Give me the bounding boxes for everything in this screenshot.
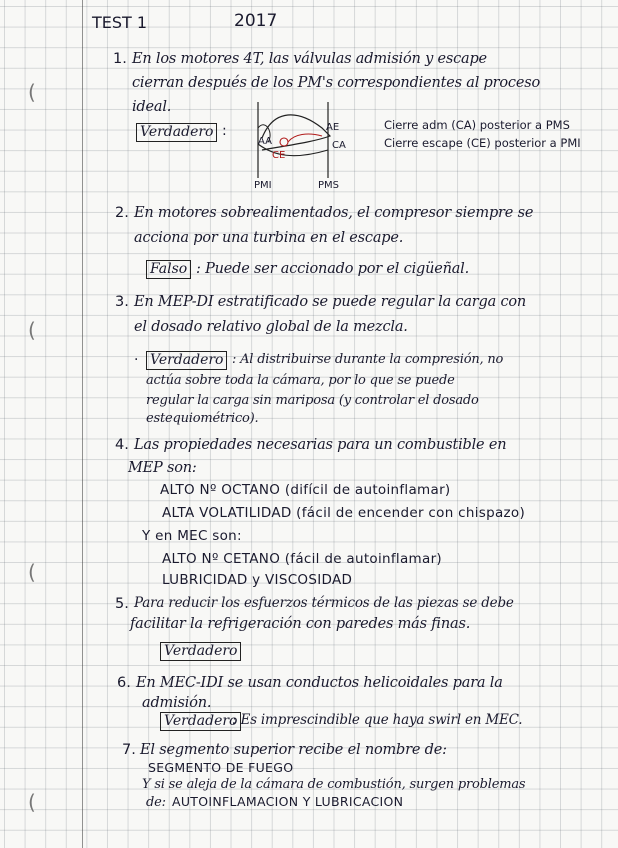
question-text: Las propiedades necesarias para un combustible en <box>134 437 507 453</box>
ring-hole: ( <box>28 560 36 584</box>
test-title: TEST 1 <box>92 13 148 32</box>
question-text: cierran después de los PM's correspondientes al proceso <box>132 75 540 91</box>
margin-line <box>82 0 83 848</box>
colon: : <box>222 123 227 139</box>
answer-note: : Puede ser accionado por el cigüeñal. <box>196 261 470 277</box>
question-text: En MEP-DI estratificado se puede regular la carga con <box>134 294 527 310</box>
ring-hole: ( <box>28 80 36 104</box>
question-text: En MEC-IDI se usan conductos helicoidales para la <box>136 675 503 691</box>
question-number: 7. <box>122 742 136 758</box>
question-number: 4. <box>115 437 129 453</box>
question-text: MEP son: <box>128 460 197 476</box>
ring-hole: ( <box>28 318 36 342</box>
question-number: 5. <box>115 596 129 612</box>
answer-box: Verdadero <box>146 351 227 370</box>
question-number: 3. <box>115 294 129 310</box>
question-number: 2. <box>115 205 129 221</box>
property-item: ALTO Nº OCTANO (difícil de autoinflamar) <box>160 482 451 498</box>
label-ae: AE <box>326 122 340 133</box>
label-ca: CA <box>332 140 346 151</box>
answer-note: actúa sobre toda la cámara, por lo que se puede <box>146 373 455 388</box>
ring-hole: ( <box>28 790 36 814</box>
label-ce: CE <box>272 150 286 161</box>
question-text: admisión. <box>142 695 212 711</box>
answer-text: AUTOINFLAMACION Y LUBRICACION <box>172 794 404 809</box>
answer-prefix: de: <box>146 795 166 810</box>
answer-box: Verdadero <box>160 642 241 661</box>
valve-timing-diagram <box>244 98 364 194</box>
question-number: 6. <box>117 675 131 691</box>
question-text: acciona por una turbina en el escape. <box>134 230 404 246</box>
property-item: LUBRICIDAD y VISCOSIDAD <box>162 572 353 588</box>
diagram-note: Cierre adm (CA) posterior a PMS <box>384 118 570 132</box>
diagram-note: Cierre escape (CE) posterior a PMI <box>384 136 581 150</box>
property-intro: Y en MEC son: <box>142 528 242 544</box>
label-pmi: PMI <box>254 180 272 191</box>
answer-text: Y si se aleja de la cámara de combustión, surgen problemas <box>142 777 526 792</box>
question-text: Para reducir los esfuerzos térmicos de las piezas se debe <box>134 595 514 611</box>
question-text: En motores sobrealimentados, el compresor siempre se <box>134 205 534 221</box>
label-pms: PMS <box>318 180 340 191</box>
question-text: el dosado relativo global de la mezcla. <box>134 319 408 335</box>
test-year: 2017 <box>234 11 278 31</box>
question-text: El segmento superior recibe el nombre de: <box>140 742 447 758</box>
property-item: ALTO Nº CETANO (fácil de autoinflamar) <box>162 551 442 567</box>
answer-box: Verdadero <box>160 712 241 731</box>
answer-note: : Al distribuirse durante la compresión, no <box>232 352 504 367</box>
bullet: · <box>134 352 139 368</box>
answer-note: : Es imprescindible que haya swirl en MEC. <box>232 712 523 728</box>
answer-box: Falso <box>146 260 191 279</box>
answer-text: SEGMENTO DE FUEGO <box>148 760 294 775</box>
label-aa: AA <box>258 136 272 147</box>
question-text: ideal. <box>132 99 172 115</box>
answer-note: estequiométrico). <box>146 411 259 426</box>
question-number: 1. <box>113 51 127 67</box>
answer-box: Verdadero <box>136 123 217 142</box>
question-text: En los motores 4T, las válvulas admisión y escape <box>132 51 487 67</box>
answer-note: regular la carga sin mariposa (y controlar el dosado <box>146 393 479 408</box>
property-item: ALTA VOLATILIDAD (fácil de encender con chispazo) <box>162 505 526 521</box>
question-text: facilitar la refrigeración con paredes más finas. <box>130 616 471 632</box>
